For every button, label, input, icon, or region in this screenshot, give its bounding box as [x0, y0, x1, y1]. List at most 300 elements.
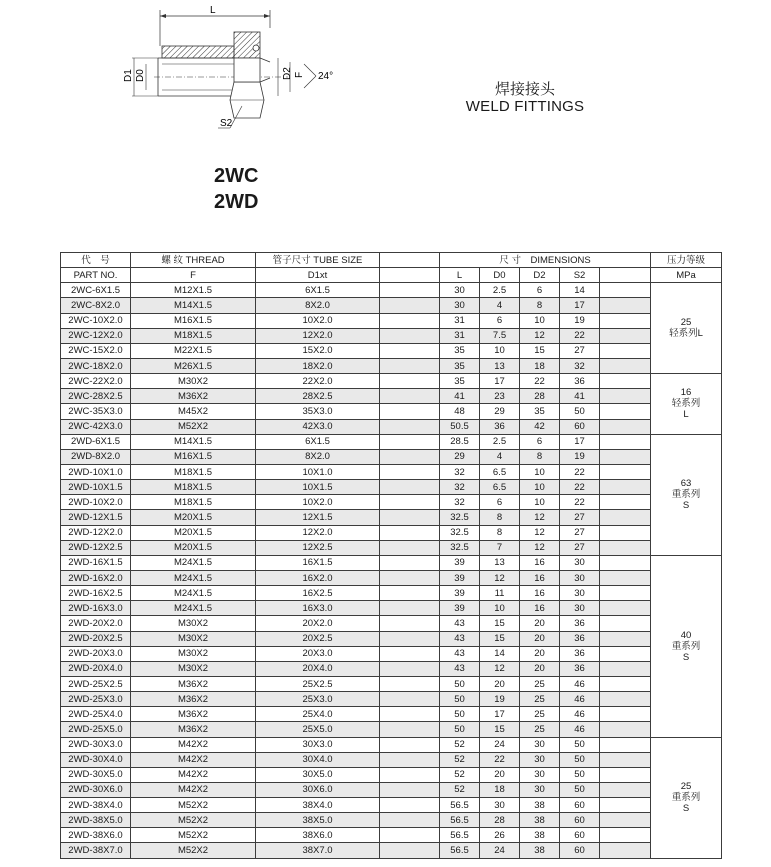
cell-empty [380, 374, 440, 389]
table-row [61, 389, 722, 404]
cell-d2: 20 [520, 661, 560, 676]
cell-tube-size: 16X1.5 [256, 555, 380, 570]
cell-empty [380, 464, 440, 479]
pressure-rating-line: 重系列 [671, 640, 701, 652]
cell-d0: 6 [480, 313, 520, 328]
cell-l: 52 [440, 737, 480, 752]
cell-s2: 36 [560, 631, 600, 646]
cell-empty [600, 328, 651, 343]
title-cn: 焊接接头 [494, 81, 555, 98]
cell-d2: 22 [520, 374, 560, 389]
table-row [61, 525, 722, 540]
cell-s2: 50 [560, 737, 600, 752]
cell-d2: 12 [520, 525, 560, 540]
cell-empty [600, 646, 651, 661]
cell-l: 43 [440, 661, 480, 676]
cell-s2: 50 [560, 752, 600, 767]
cell-d0: 14 [480, 646, 520, 661]
cell-empty [600, 389, 651, 404]
cell-tube-size: 6X1.5 [256, 434, 380, 449]
cell-l: 43 [440, 646, 480, 661]
cell-tube-size: 30X6.0 [256, 782, 380, 797]
table-row [61, 555, 722, 570]
pressure-rating-line: 轻系列 [671, 398, 701, 410]
cell-tube-size: 12X2.0 [256, 525, 380, 540]
cell-l: 43 [440, 631, 480, 646]
table-row [61, 646, 722, 661]
cell-s2: 17 [560, 298, 600, 313]
cell-d0: 36 [480, 419, 520, 434]
cell-d0: 17 [480, 374, 520, 389]
cell-empty [600, 631, 651, 646]
dim-label-d2: D2 [282, 67, 293, 80]
cell-l: 39 [440, 601, 480, 616]
cell-d0: 28 [480, 813, 520, 828]
cell-part-no: 2WD-25X3.0 [61, 692, 131, 707]
cell-tube-size: 16X2.0 [256, 570, 380, 585]
cell-s2: 30 [560, 586, 600, 601]
cell-d2: 25 [520, 707, 560, 722]
cell-thread: M18X1.5 [131, 480, 256, 495]
dim-label-d0: D0 [135, 69, 146, 82]
cell-d2: 10 [520, 480, 560, 495]
cell-tube-size: 38X4.0 [256, 798, 380, 813]
col-header-l: L [440, 268, 480, 283]
cell-s2: 32 [560, 358, 600, 373]
pressure-rating-line: S [682, 803, 690, 815]
cell-empty [600, 434, 651, 449]
cell-thread: M24X1.5 [131, 586, 256, 601]
cell-s2: 60 [560, 828, 600, 843]
cell-tube-size: 38X5.0 [256, 813, 380, 828]
cell-thread: M16X1.5 [131, 313, 256, 328]
cell-tube-size: 25X2.5 [256, 676, 380, 691]
col-header-code-en: PART NO. [61, 268, 131, 283]
cell-d0: 15 [480, 722, 520, 737]
cell-thread: M42X2 [131, 782, 256, 797]
cell-part-no: 2WD-16X3.0 [61, 601, 131, 616]
cell-d0: 10 [480, 601, 520, 616]
cell-l: 32.5 [440, 525, 480, 540]
cell-empty [600, 722, 651, 737]
cell-d0: 24 [480, 737, 520, 752]
pressure-rating-line: 轻系列L [669, 328, 703, 340]
cell-part-no: 2WD-30X3.0 [61, 737, 131, 752]
cell-thread: M22X1.5 [131, 343, 256, 358]
cell-thread: M52X2 [131, 798, 256, 813]
cell-thread: M14X1.5 [131, 434, 256, 449]
cell-d2: 10 [520, 313, 560, 328]
cell-tube-size: 20X2.0 [256, 616, 380, 631]
table-row [61, 676, 722, 691]
pressure-rating-line: 重系列 [671, 489, 701, 501]
cell-empty [600, 767, 651, 782]
cell-d2: 8 [520, 298, 560, 313]
cell-tube-size: 10X1.0 [256, 464, 380, 479]
cell-part-no: 2WC-10X2.0 [61, 313, 131, 328]
cell-empty [380, 692, 440, 707]
cell-empty [600, 525, 651, 540]
cell-d0: 7 [480, 540, 520, 555]
cell-d0: 8 [480, 525, 520, 540]
cell-d0: 13 [480, 555, 520, 570]
col-header-tube: 管子尺寸 TUBE SIZE [256, 253, 380, 268]
cell-thread: M42X2 [131, 752, 256, 767]
cell-l: 50 [440, 676, 480, 691]
cell-d2: 38 [520, 828, 560, 843]
cell-s2: 46 [560, 692, 600, 707]
table-row [61, 722, 722, 737]
cell-thread: M18X1.5 [131, 495, 256, 510]
cell-empty [380, 540, 440, 555]
cell-empty [600, 828, 651, 843]
cell-d0: 17 [480, 707, 520, 722]
cell-s2: 36 [560, 646, 600, 661]
cell-empty [600, 495, 651, 510]
cell-tube-size: 30X5.0 [256, 767, 380, 782]
cell-empty [600, 358, 651, 373]
cell-empty [600, 782, 651, 797]
cell-d2: 30 [520, 752, 560, 767]
cell-s2: 27 [560, 510, 600, 525]
table-row [61, 464, 722, 479]
cell-d0: 7.5 [480, 328, 520, 343]
cell-empty [380, 389, 440, 404]
table-row [61, 782, 722, 797]
cell-thread: M36X2 [131, 722, 256, 737]
cell-l: 30 [440, 283, 480, 298]
table-subheader-row [61, 268, 722, 283]
table-row [61, 616, 722, 631]
table-row [61, 283, 722, 298]
cell-empty [380, 358, 440, 373]
cell-part-no: 2WD-20X2.0 [61, 616, 131, 631]
cell-empty [380, 661, 440, 676]
cell-d2: 38 [520, 843, 560, 858]
cell-thread: M52X2 [131, 843, 256, 858]
cell-d2: 12 [520, 540, 560, 555]
weld-fitting-drawing [118, 2, 348, 134]
cell-l: 56.5 [440, 843, 480, 858]
cell-part-no: 2WD-6X1.5 [61, 434, 131, 449]
table-row [61, 601, 722, 616]
cell-thread: M30X2 [131, 646, 256, 661]
col-header-dimensions: 尺 寸 DIMENSIONS [440, 253, 651, 268]
cell-part-no: 2WD-12X1.5 [61, 510, 131, 525]
cell-thread: M30X2 [131, 616, 256, 631]
dim-label-angle: 24° [318, 71, 334, 82]
cell-d0: 23 [480, 389, 520, 404]
cell-pressure-rating [651, 283, 722, 374]
table-row [61, 586, 722, 601]
cell-empty [380, 570, 440, 585]
cell-tube-size: 15X2.0 [256, 343, 380, 358]
cell-l: 31 [440, 313, 480, 328]
cell-d0: 15 [480, 616, 520, 631]
table-row [61, 813, 722, 828]
cell-empty [380, 525, 440, 540]
cell-thread: M36X2 [131, 676, 256, 691]
cell-empty [380, 646, 440, 661]
cell-thread: M20X1.5 [131, 540, 256, 555]
cell-part-no: 2WD-12X2.0 [61, 525, 131, 540]
cell-d2: 38 [520, 813, 560, 828]
cell-d0: 12 [480, 661, 520, 676]
cell-d2: 42 [520, 419, 560, 434]
cell-s2: 30 [560, 555, 600, 570]
table-row [61, 570, 722, 585]
cell-s2: 27 [560, 540, 600, 555]
spec-table-body [61, 283, 722, 858]
cell-part-no: 2WD-20X4.0 [61, 661, 131, 676]
col-header-pressure-cn: 压力等级 [651, 253, 722, 268]
cell-part-no: 2WD-8X2.0 [61, 449, 131, 464]
pressure-rating-line: S [682, 500, 690, 512]
cell-empty [380, 419, 440, 434]
cell-tube-size: 16X3.0 [256, 601, 380, 616]
col-header-d2: D2 [520, 268, 560, 283]
cell-pressure-rating [651, 737, 722, 858]
table-row [61, 358, 722, 373]
table-row [61, 767, 722, 782]
cell-s2: 50 [560, 782, 600, 797]
cell-s2: 46 [560, 676, 600, 691]
col-header-tube-d1xt: D1xt [256, 268, 380, 283]
table-row [61, 692, 722, 707]
cell-d0: 22 [480, 752, 520, 767]
cell-thread: M30X2 [131, 631, 256, 646]
cell-part-no: 2WD-16X1.5 [61, 555, 131, 570]
cell-empty [600, 449, 651, 464]
table-row [61, 434, 722, 449]
cell-empty [600, 298, 651, 313]
cell-d0: 24 [480, 843, 520, 858]
cell-l: 32 [440, 480, 480, 495]
col-header-thread: 螺 纹 THREAD [131, 253, 256, 268]
pressure-rating-line: 63 [680, 478, 692, 490]
cell-s2: 46 [560, 707, 600, 722]
cell-empty [600, 798, 651, 813]
cell-thread: M30X2 [131, 374, 256, 389]
cell-thread: M20X1.5 [131, 510, 256, 525]
cell-thread: M24X1.5 [131, 555, 256, 570]
cell-l: 35 [440, 343, 480, 358]
cell-d2: 30 [520, 767, 560, 782]
dim-label-f: F [294, 71, 305, 78]
cell-thread: M36X2 [131, 707, 256, 722]
cell-empty [600, 283, 651, 298]
cell-empty [380, 737, 440, 752]
col-header-d0: D0 [480, 268, 520, 283]
table-row [61, 843, 722, 858]
cell-thread: M24X1.5 [131, 601, 256, 616]
pressure-rating-line: S [682, 651, 690, 663]
pressure-rating-line: 重系列 [671, 792, 701, 804]
cell-d2: 20 [520, 646, 560, 661]
cell-tube-size: 30X3.0 [256, 737, 380, 752]
cell-thread: M24X1.5 [131, 570, 256, 585]
table-row [61, 631, 722, 646]
cell-tube-size: 6X1.5 [256, 283, 380, 298]
cell-empty [380, 798, 440, 813]
cell-empty [600, 570, 651, 585]
cell-thread: M18X1.5 [131, 464, 256, 479]
cell-empty [600, 692, 651, 707]
model-code-2wc: 2WC [214, 165, 259, 187]
cell-d0: 2.5 [480, 434, 520, 449]
cell-empty [380, 449, 440, 464]
cell-empty [600, 616, 651, 631]
cell-part-no: 2WD-38X7.0 [61, 843, 131, 858]
cell-empty [600, 737, 651, 752]
cell-s2: 27 [560, 343, 600, 358]
cell-empty [380, 601, 440, 616]
cell-part-no: 2WC-15X2.0 [61, 343, 131, 358]
cell-l: 52 [440, 767, 480, 782]
cell-tube-size: 12X1.5 [256, 510, 380, 525]
cell-d0: 20 [480, 676, 520, 691]
cell-d2: 16 [520, 555, 560, 570]
cell-part-no: 2WD-10X1.0 [61, 464, 131, 479]
cell-tube-size: 18X2.0 [256, 358, 380, 373]
cell-empty [600, 480, 651, 495]
cell-s2: 22 [560, 464, 600, 479]
cell-empty [600, 661, 651, 676]
cell-empty [600, 343, 651, 358]
cell-tube-size: 42X3.0 [256, 419, 380, 434]
cell-empty [380, 782, 440, 797]
cell-part-no: 2WD-10X1.5 [61, 480, 131, 495]
cell-d2: 16 [520, 586, 560, 601]
table-row [61, 298, 722, 313]
cell-l: 30 [440, 298, 480, 313]
model-code-2wd: 2WD [214, 191, 259, 213]
cell-empty [380, 434, 440, 449]
cell-s2: 22 [560, 328, 600, 343]
cell-d2: 16 [520, 570, 560, 585]
cell-part-no: 2WD-20X2.5 [61, 631, 131, 646]
dim-label-l: L [210, 5, 216, 16]
cell-l: 32.5 [440, 510, 480, 525]
cell-d0: 19 [480, 692, 520, 707]
cell-d2: 38 [520, 798, 560, 813]
cell-tube-size: 8X2.0 [256, 298, 380, 313]
cell-empty [600, 813, 651, 828]
cell-l: 50.5 [440, 419, 480, 434]
cell-d2: 25 [520, 692, 560, 707]
cell-d0: 29 [480, 404, 520, 419]
cell-d0: 18 [480, 782, 520, 797]
pressure-rating-line: 40 [680, 629, 692, 641]
cell-tube-size: 16X2.5 [256, 586, 380, 601]
cell-tube-size: 10X2.0 [256, 495, 380, 510]
cell-part-no: 2WD-10X2.0 [61, 495, 131, 510]
cell-part-no: 2WD-30X4.0 [61, 752, 131, 767]
table-row [61, 737, 722, 752]
table-row [61, 828, 722, 843]
cell-s2: 36 [560, 616, 600, 631]
cell-l: 32.5 [440, 540, 480, 555]
cell-thread: M36X2 [131, 692, 256, 707]
cell-l: 35 [440, 358, 480, 373]
cell-tube-size: 12X2.5 [256, 540, 380, 555]
cell-thread: M30X2 [131, 661, 256, 676]
cell-l: 50 [440, 722, 480, 737]
cell-d2: 18 [520, 358, 560, 373]
cell-d0: 6.5 [480, 464, 520, 479]
cell-thread: M20X1.5 [131, 525, 256, 540]
cell-d2: 12 [520, 328, 560, 343]
cell-s2: 27 [560, 525, 600, 540]
cell-tube-size: 25X4.0 [256, 707, 380, 722]
col-header-code-cn: 代 号 [61, 253, 131, 268]
table-row [61, 328, 722, 343]
cell-part-no: 2WD-25X2.5 [61, 676, 131, 691]
cell-pressure-rating [651, 374, 722, 435]
cell-d0: 13 [480, 358, 520, 373]
cell-d2: 15 [520, 343, 560, 358]
table-header-row [61, 253, 722, 268]
cell-thread: M16X1.5 [131, 449, 256, 464]
cell-part-no: 2WD-30X6.0 [61, 782, 131, 797]
cell-d2: 25 [520, 722, 560, 737]
cell-tube-size: 22X2.0 [256, 374, 380, 389]
cell-part-no: 2WC-6X1.5 [61, 283, 131, 298]
cell-empty [600, 313, 651, 328]
cell-l: 48 [440, 404, 480, 419]
cell-empty [380, 283, 440, 298]
cell-empty [380, 586, 440, 601]
title-en: WELD FITTINGS [465, 98, 585, 115]
cell-thread: M52X2 [131, 419, 256, 434]
cell-pressure-rating [651, 555, 722, 737]
cell-l: 41 [440, 389, 480, 404]
cell-d2: 30 [520, 737, 560, 752]
cell-tube-size: 35X3.0 [256, 404, 380, 419]
cell-empty [600, 374, 651, 389]
cell-thread: M14X1.5 [131, 298, 256, 313]
cell-l: 52 [440, 782, 480, 797]
cell-empty [380, 555, 440, 570]
cell-d2: 16 [520, 601, 560, 616]
cell-s2: 14 [560, 283, 600, 298]
cell-d0: 6 [480, 495, 520, 510]
cell-s2: 30 [560, 570, 600, 585]
cell-d0: 15 [480, 631, 520, 646]
cell-d0: 30 [480, 798, 520, 813]
cell-thread: M42X2 [131, 737, 256, 752]
pressure-rating-line: 25 [680, 317, 692, 329]
cell-l: 50 [440, 707, 480, 722]
dim-label-s2: S2 [220, 118, 233, 129]
cell-part-no: 2WD-25X4.0 [61, 707, 131, 722]
cell-empty [380, 676, 440, 691]
cell-part-no: 2WC-28X2.5 [61, 389, 131, 404]
cell-d2: 12 [520, 510, 560, 525]
cell-d2: 28 [520, 389, 560, 404]
cell-empty [600, 843, 651, 858]
table-row [61, 419, 722, 434]
cell-thread: M45X2 [131, 404, 256, 419]
cell-d0: 10 [480, 343, 520, 358]
cell-empty [380, 298, 440, 313]
cell-thread: M12X1.5 [131, 283, 256, 298]
cell-empty [380, 813, 440, 828]
cell-s2: 60 [560, 419, 600, 434]
cell-d0: 2.5 [480, 283, 520, 298]
table-row [61, 707, 722, 722]
cell-part-no: 2WD-25X5.0 [61, 722, 131, 737]
